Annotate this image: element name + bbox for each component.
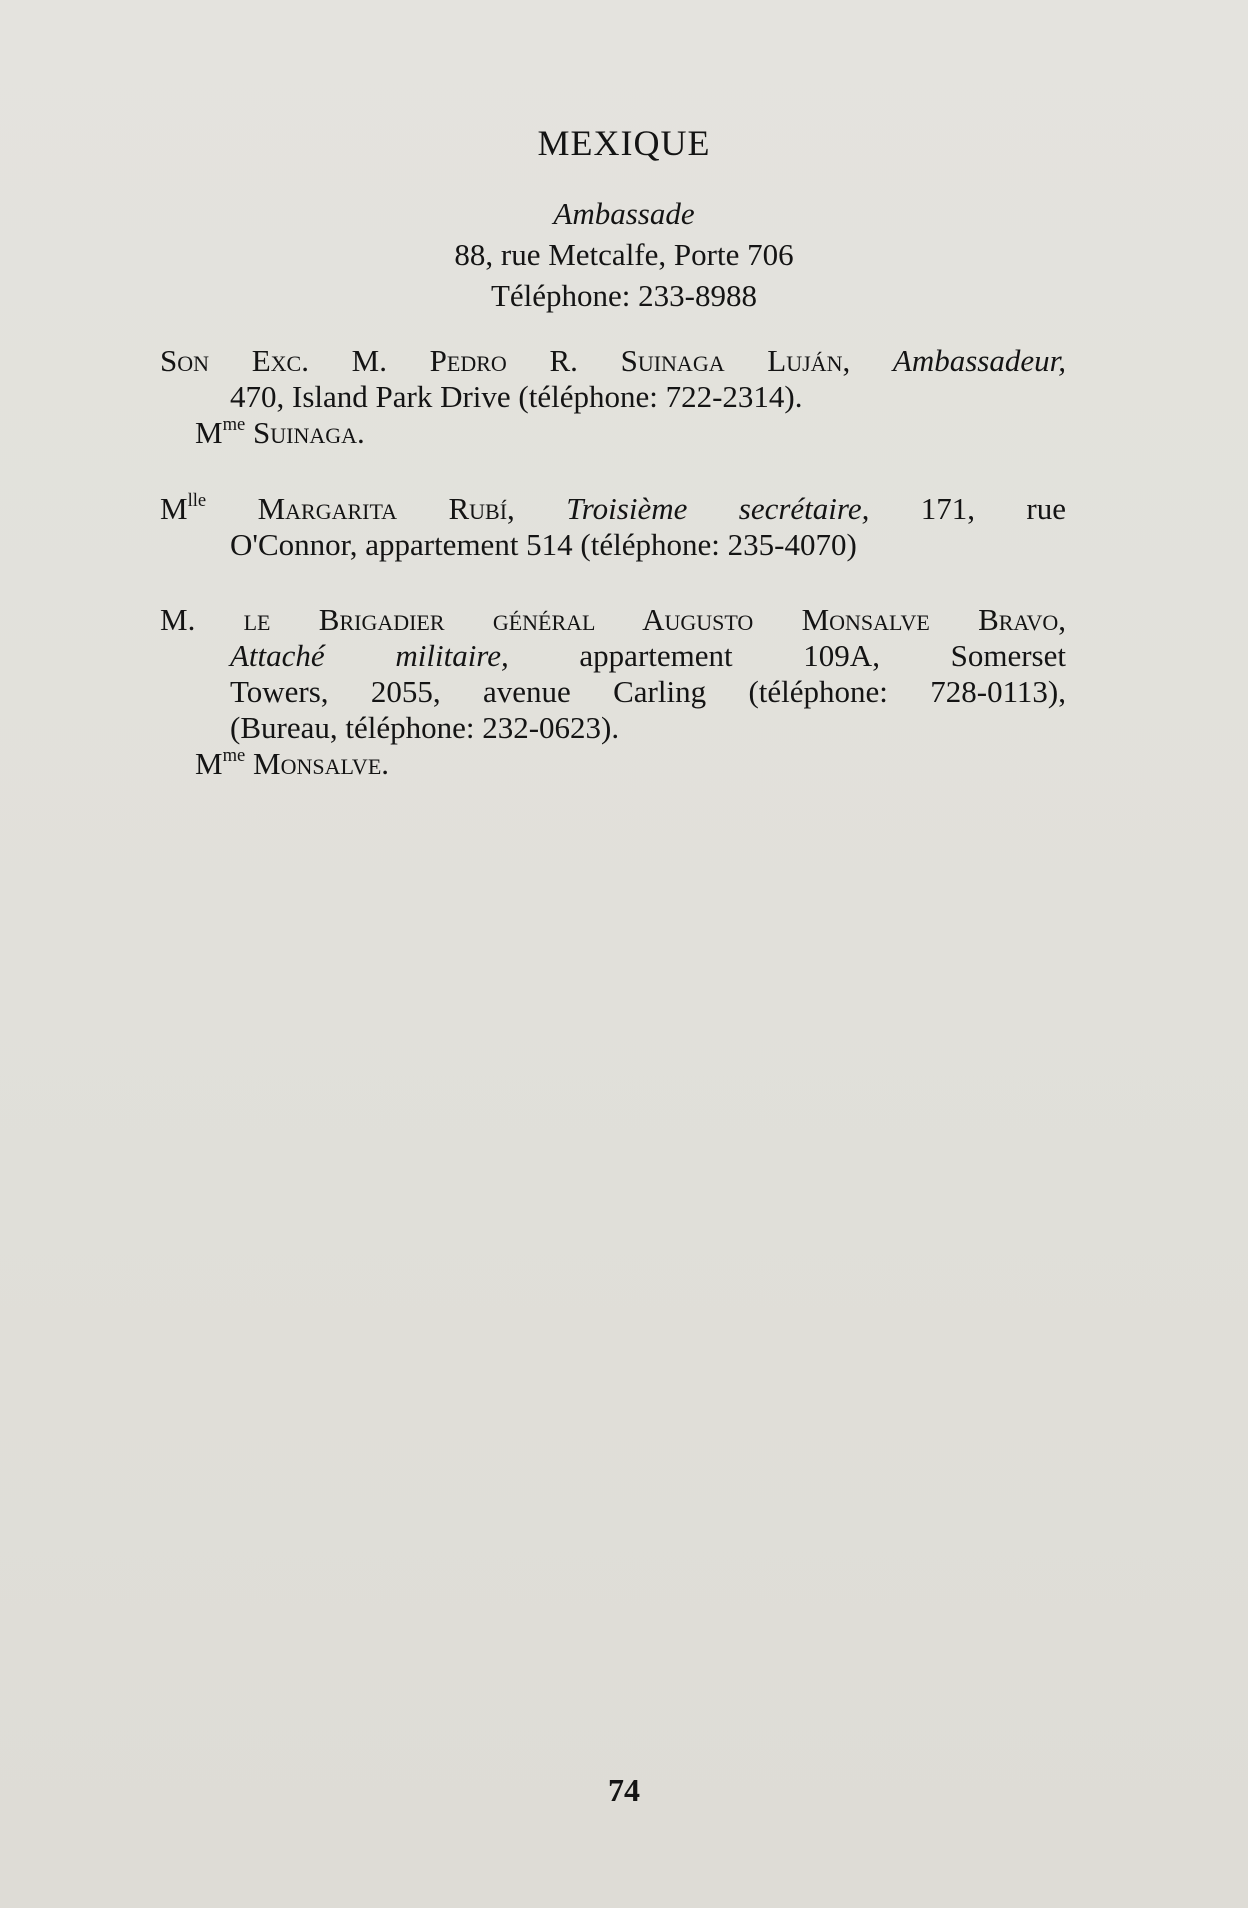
- ambassador-name: Son Exc. M. Pedro R. Suinaga Luján,: [160, 343, 851, 378]
- country-heading: MEXIQUE: [537, 123, 711, 163]
- third-secretary-address-start: 171, rue: [920, 491, 1067, 526]
- embassy-address: 88, rue Metcalfe, Porte 706: [454, 237, 794, 272]
- attache-address-start: appartement 109A, Somerset: [579, 638, 1066, 673]
- third-secretary-name: Margarita Rubí,: [257, 491, 515, 526]
- ambassador-spouse: $M^{me}$ Suinaga.: [195, 413, 365, 450]
- ambassador-details: 470, Island Park Drive (téléphone: 722-2314).: [230, 379, 803, 414]
- entry-third-secretary: [160, 491, 1066, 563]
- third-secretary-address: O'Connor, appartement 514 (téléphone: 235-4070): [230, 527, 857, 562]
- ambassador-name-line: [160, 343, 1066, 379]
- attache-line-2: [160, 638, 1066, 674]
- attache-office-phone: (Bureau, téléphone: 232-0623).: [230, 710, 620, 745]
- third-secretary-line-1: $M^{lle}$ Margarita Rubí, Troisième secrétaire, 171, rue: [160, 489, 1067, 526]
- third-secretary-title: Troisième secrétaire,: [566, 491, 870, 526]
- page-number: 74: [608, 1772, 640, 1808]
- attache-spouse: $M^{me}$ Monsalve.: [195, 744, 390, 781]
- attache-name: M. le Brigadier général Augusto Monsalve Bravo,: [160, 602, 1066, 637]
- attache-address: Towers, 2055, avenue Carling (téléphone: 728-0113),: [230, 674, 1066, 709]
- embassy-phone: Téléphone: 233-8988: [490, 278, 757, 313]
- embassy-label: Ambassade: [553, 196, 695, 231]
- ambassador-title: Ambassadeur,: [892, 343, 1066, 378]
- entry-ambassador: [160, 343, 1066, 451]
- attache-title: Attaché militaire,: [230, 638, 509, 673]
- entry-military-attache: [160, 602, 1066, 782]
